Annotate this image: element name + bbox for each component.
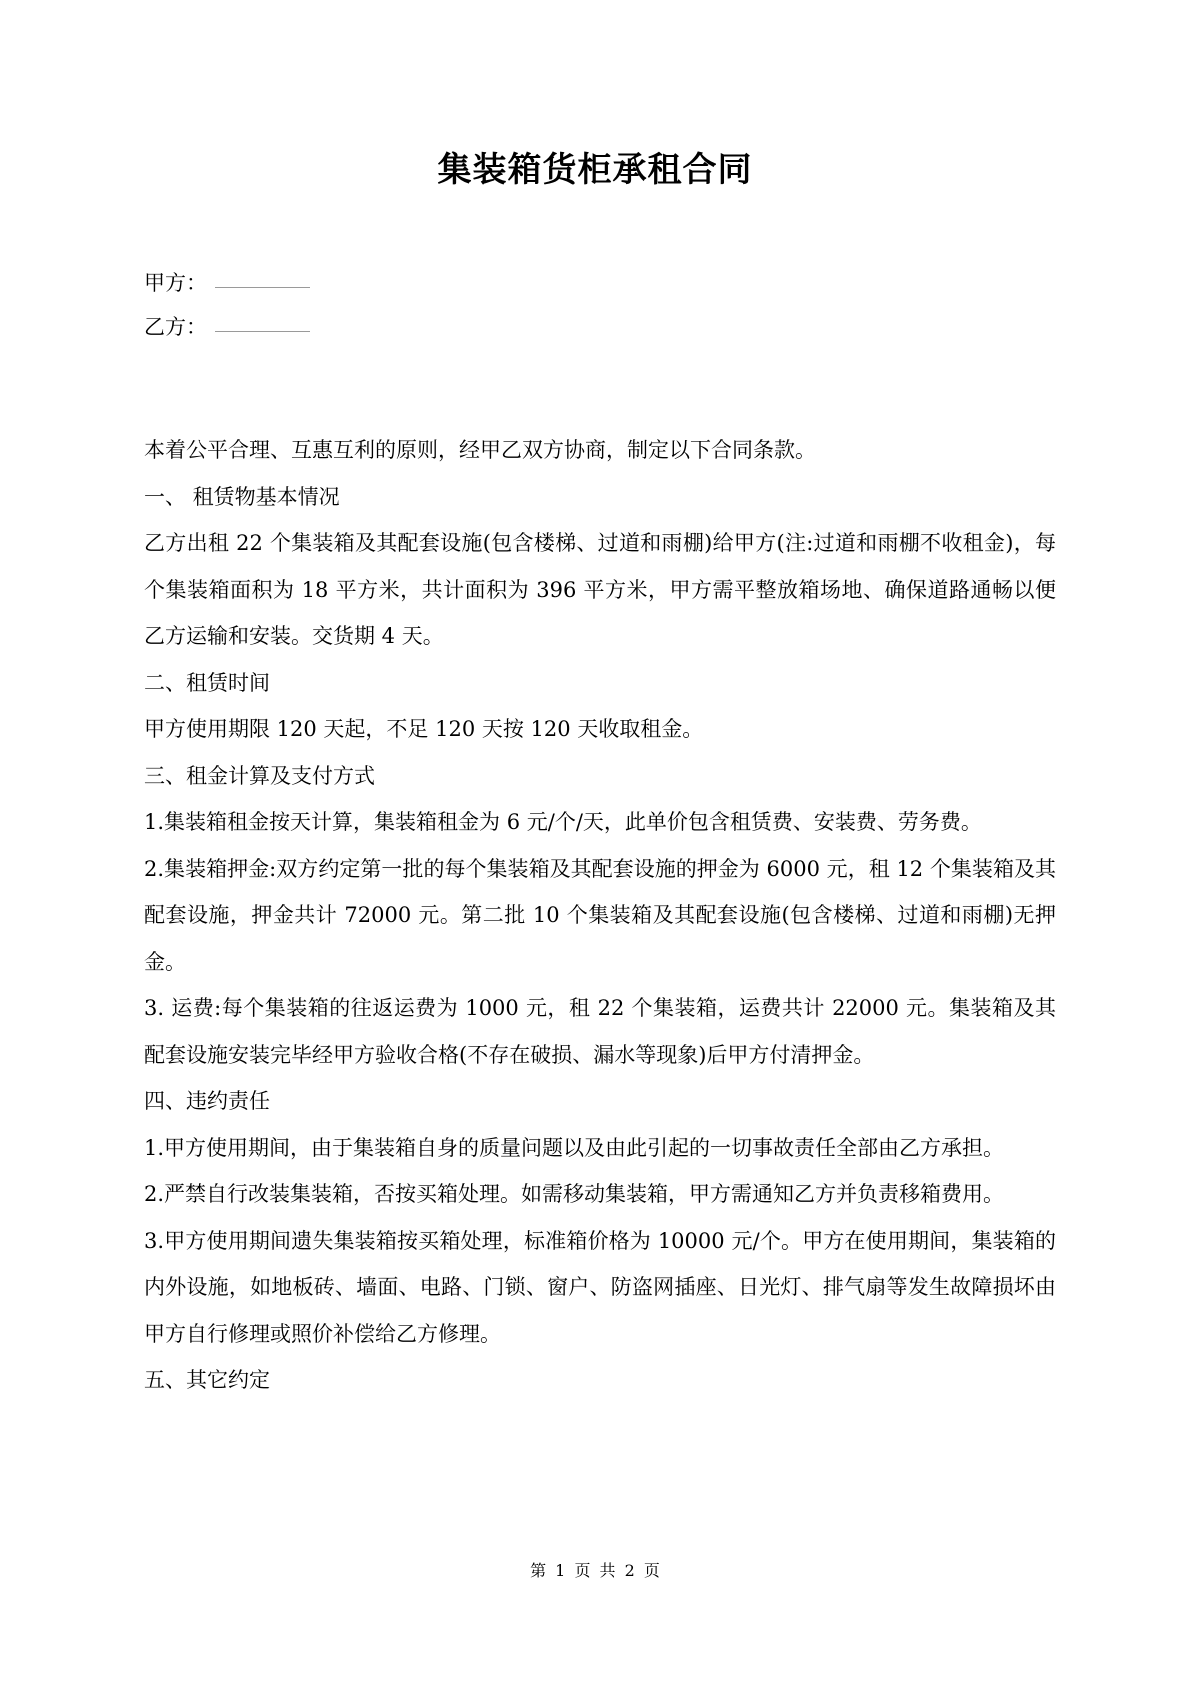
section-4-paragraph-2: 2.严禁自行改装集装箱，否按买箱处理。如需移动集装箱，甲方需通知乙方并负责移箱费用。 bbox=[144, 1182, 1005, 1206]
intro-paragraph: 本着公平合理、互惠互利的原则，经甲乙双方协商，制定以下合同条款。 bbox=[144, 438, 816, 462]
party-a-label: 甲方： bbox=[144, 271, 207, 295]
section-2-heading: 二、租赁时间 bbox=[144, 670, 270, 695]
party-b-label: 乙方： bbox=[144, 315, 207, 339]
section-3-paragraph-1: 1.集装箱租金按天计算，集装箱租金为 6 元/个/天，此单价包含租赁费、安装费、劳务费。 bbox=[144, 810, 982, 834]
section-5-heading: 五、其它约定 bbox=[144, 1368, 270, 1392]
page-number-footer: 第 1 页 共 2 页 bbox=[530, 1561, 660, 1580]
party-a-blank bbox=[215, 286, 310, 288]
section-1-paragraph-1: 乙方出租 22 个集装箱及其配套设施(包含楼梯、过道和雨棚)给甲方(注:过道和雨棚不收租金)，每个集装箱面积为 18 平方米，共计面积为 396 平方米，甲方需平整放箱场地、确保道路通畅以便乙方运输和安装。交货期 4 天。 bbox=[144, 531, 1056, 648]
section-3-paragraph-3: 3. 运费:每个集装箱的往返运费为 1000 元，租 22 个集装箱，运费共计 22000 元。集装箱及其配套设施安装完毕经甲方验收合格(不存在破损、漏水等现象)后甲方付清押金。 bbox=[144, 996, 1056, 1067]
section-2-paragraph-1: 甲方使用期限 120 天起，不足 120 天按 120 天收取租金。 bbox=[144, 717, 704, 741]
section-3-paragraph-2: 2.集装箱押金:双方约定第一批的每个集装箱及其配套设施的押金为 6000 元，租 12 个集装箱及其配套设施，押金共计 72000 元。第二批 10 个集装箱及其配套设施(包含楼梯、过道和雨棚)无押金。 bbox=[144, 856, 1056, 974]
party-a-line bbox=[144, 268, 310, 298]
section-4-paragraph-1: 1.甲方使用期间，由于集装箱自身的质量问题以及由此引起的一切事故责任全部由乙方承担。 bbox=[144, 1135, 1005, 1160]
section-4-paragraph-3: 3.甲方使用期间遗失集装箱按买箱处理，标准箱价格为 10000 元/个。甲方在使用期间，集装箱的内外设施，如地板砖、墙面、电路、门锁、窗户、防盗网插座、日光灯、排气扇等发生故障损坏由甲方自行修理或照价补偿给乙方修理。 bbox=[144, 1228, 1056, 1346]
document-title: 集装箱货柜承租合同 bbox=[437, 150, 753, 190]
party-b-line bbox=[144, 312, 310, 342]
section-4-heading: 四、违约责任 bbox=[144, 1089, 270, 1113]
contract-body bbox=[144, 427, 1056, 1404]
party-b-blank bbox=[215, 330, 310, 332]
section-1-heading: 一、 租赁物基本情况 bbox=[144, 484, 340, 509]
section-3-heading: 三、租金计算及支付方式 bbox=[144, 763, 375, 788]
